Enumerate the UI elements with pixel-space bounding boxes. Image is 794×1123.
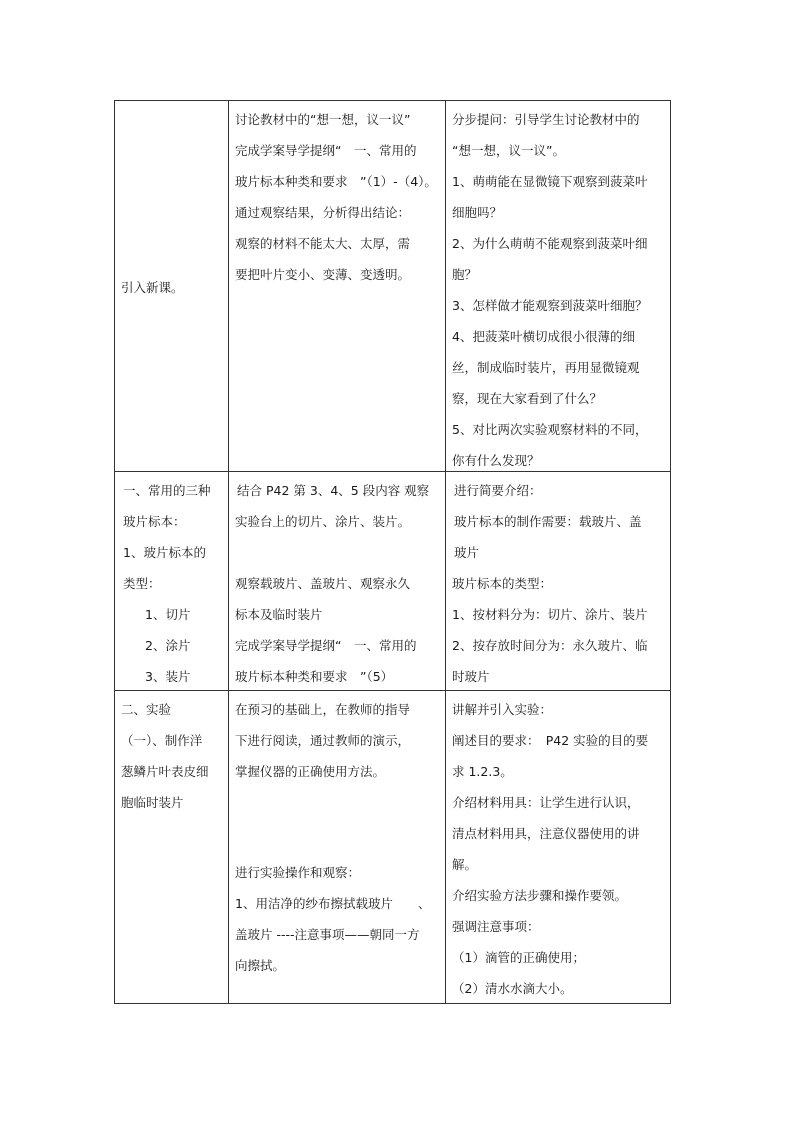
stage-text: 引入新课。: [121, 280, 184, 295]
text-line: “想一想，议一议”。: [452, 143, 565, 158]
text-line: 进行简要介绍：: [454, 483, 542, 498]
text-line: 你有什么发现？: [452, 453, 540, 468]
teacher-activity-cell: [446, 472, 670, 690]
lesson-plan-table: [114, 100, 671, 1004]
text-line: 讲解并引入实验：: [452, 702, 553, 717]
text-line: 类型：: [123, 576, 161, 591]
text-line: 玻片标本：: [123, 514, 186, 529]
text-line: 强调注意事项：: [452, 919, 540, 934]
text-line: 1、玻片标本的: [123, 545, 206, 560]
table-row: [115, 471, 670, 690]
text-line: 2、为什么萌萌不能观察到菠菜叶细: [452, 236, 648, 251]
text-line: 完成学案导学提纲“ 一、常用的: [235, 143, 417, 158]
teacher-activity-cell: [446, 691, 670, 1003]
text-line: 二、实验: [121, 702, 172, 717]
text-line: （2）清水水滴大小。: [452, 981, 573, 996]
text-line: 2、按存放时间分为：永久玻片、临: [452, 638, 648, 653]
text-line: 清点材料用具，注意仪器使用的讲: [452, 826, 640, 841]
text-line: 3、装片: [145, 669, 191, 684]
text-line: 分步提问：引导学生讨论教材中的: [452, 112, 640, 127]
text-line: 1、萌萌能在显微镜下观察到菠菜叶: [452, 174, 648, 189]
student-activity-cell: [229, 472, 446, 690]
text-line: 结合 P42 第 3、4、5 段内容 观察: [237, 483, 430, 498]
text-line: 2、涂片: [145, 638, 191, 653]
text-line: 4、把菠菜叶横切成很小很薄的细: [452, 329, 635, 344]
text-line: 介绍实验方法步骤和操作要领。: [452, 888, 628, 903]
text-line: 解。: [452, 857, 478, 872]
table-row: [115, 690, 670, 1003]
text-line: （一）、制作洋: [121, 733, 203, 748]
text-line: 一、常用的三种: [123, 483, 211, 498]
text-line: （1）滴管的正确使用；: [452, 950, 585, 965]
text-line: 1、切片: [145, 607, 191, 622]
text-line: 胞？: [452, 267, 478, 282]
text-line: 实验台上的切片、涂片、装片。: [235, 514, 411, 529]
text-line: 玻片标本的类型：: [452, 576, 553, 591]
text-line: 标本及临时装片: [235, 607, 323, 622]
text-line: 在预习的基础上，在教师的指导: [235, 702, 411, 717]
text-line: 玻片标本的制作需要：载玻片、盖: [454, 514, 642, 529]
student-activity-cell: [229, 101, 446, 471]
text-line: 观察载玻片、盖玻片、观察永久: [235, 576, 411, 591]
text-line: 胞临时装片: [121, 795, 184, 810]
text-line: 盖玻片 ----注意事项——朝同一方: [235, 927, 420, 942]
text-line: 下进行阅读，通过教师的演示，: [235, 733, 411, 748]
text-line: 1、用洁净的纱布擦拭载玻片 、: [235, 896, 431, 911]
text-line: 葱鳞片叶表皮细: [121, 764, 209, 779]
text-line: 细胞吗？: [452, 205, 503, 220]
text-line: 通过观察结果，分析得出结论：: [235, 205, 411, 220]
text-line: 阐述目的要求： P42 实验的目的要: [452, 733, 649, 748]
student-activity-cell: [229, 691, 446, 1003]
text-line: 5、对比两次实验观察材料的不同，: [452, 422, 648, 437]
text-line: 介绍材料用具：让学生进行认识，: [452, 795, 640, 810]
teacher-activity-cell: [446, 101, 670, 471]
text-line: 察，现在大家看到了什么？: [452, 391, 603, 406]
stage-cell: [115, 101, 229, 471]
table-row: [115, 101, 670, 471]
text-line: [235, 537, 439, 568]
text-line: 讨论教材中的“想一想，议一议”: [235, 112, 411, 127]
text-line: 向擦拭。: [235, 958, 286, 973]
stage-cell: [115, 691, 229, 1003]
text-line: 要把叶片变小、变薄、变透明。: [235, 267, 411, 282]
text-line: 3、怎样做才能观察到菠菜叶细胞？: [452, 298, 648, 313]
text-line: 玻片: [454, 545, 480, 560]
stage-cell: [115, 472, 229, 690]
text-line: 丝，制成临时装片，再用显微镜观: [452, 360, 640, 375]
text-line: 1、按材料分为：切片、涂片、装片: [452, 607, 648, 622]
text-line: 玻片标本种类和要求 ”（5）: [235, 669, 394, 684]
text-line: 求 1.2.3。: [452, 764, 513, 779]
text-line: 进行实验操作和观察：: [235, 865, 361, 880]
text-line: 完成学案导学提纲“ 一、常用的: [235, 638, 417, 653]
text-line: 观察的材料不能太大、太厚，需: [235, 236, 411, 251]
text-line: 掌握仪器的正确使用方法。: [235, 764, 386, 779]
text-line: 玻片标本种类和要求 ”（1）-（4）。: [235, 174, 437, 189]
text-line: 时玻片: [452, 669, 490, 684]
spacer: [235, 787, 439, 857]
